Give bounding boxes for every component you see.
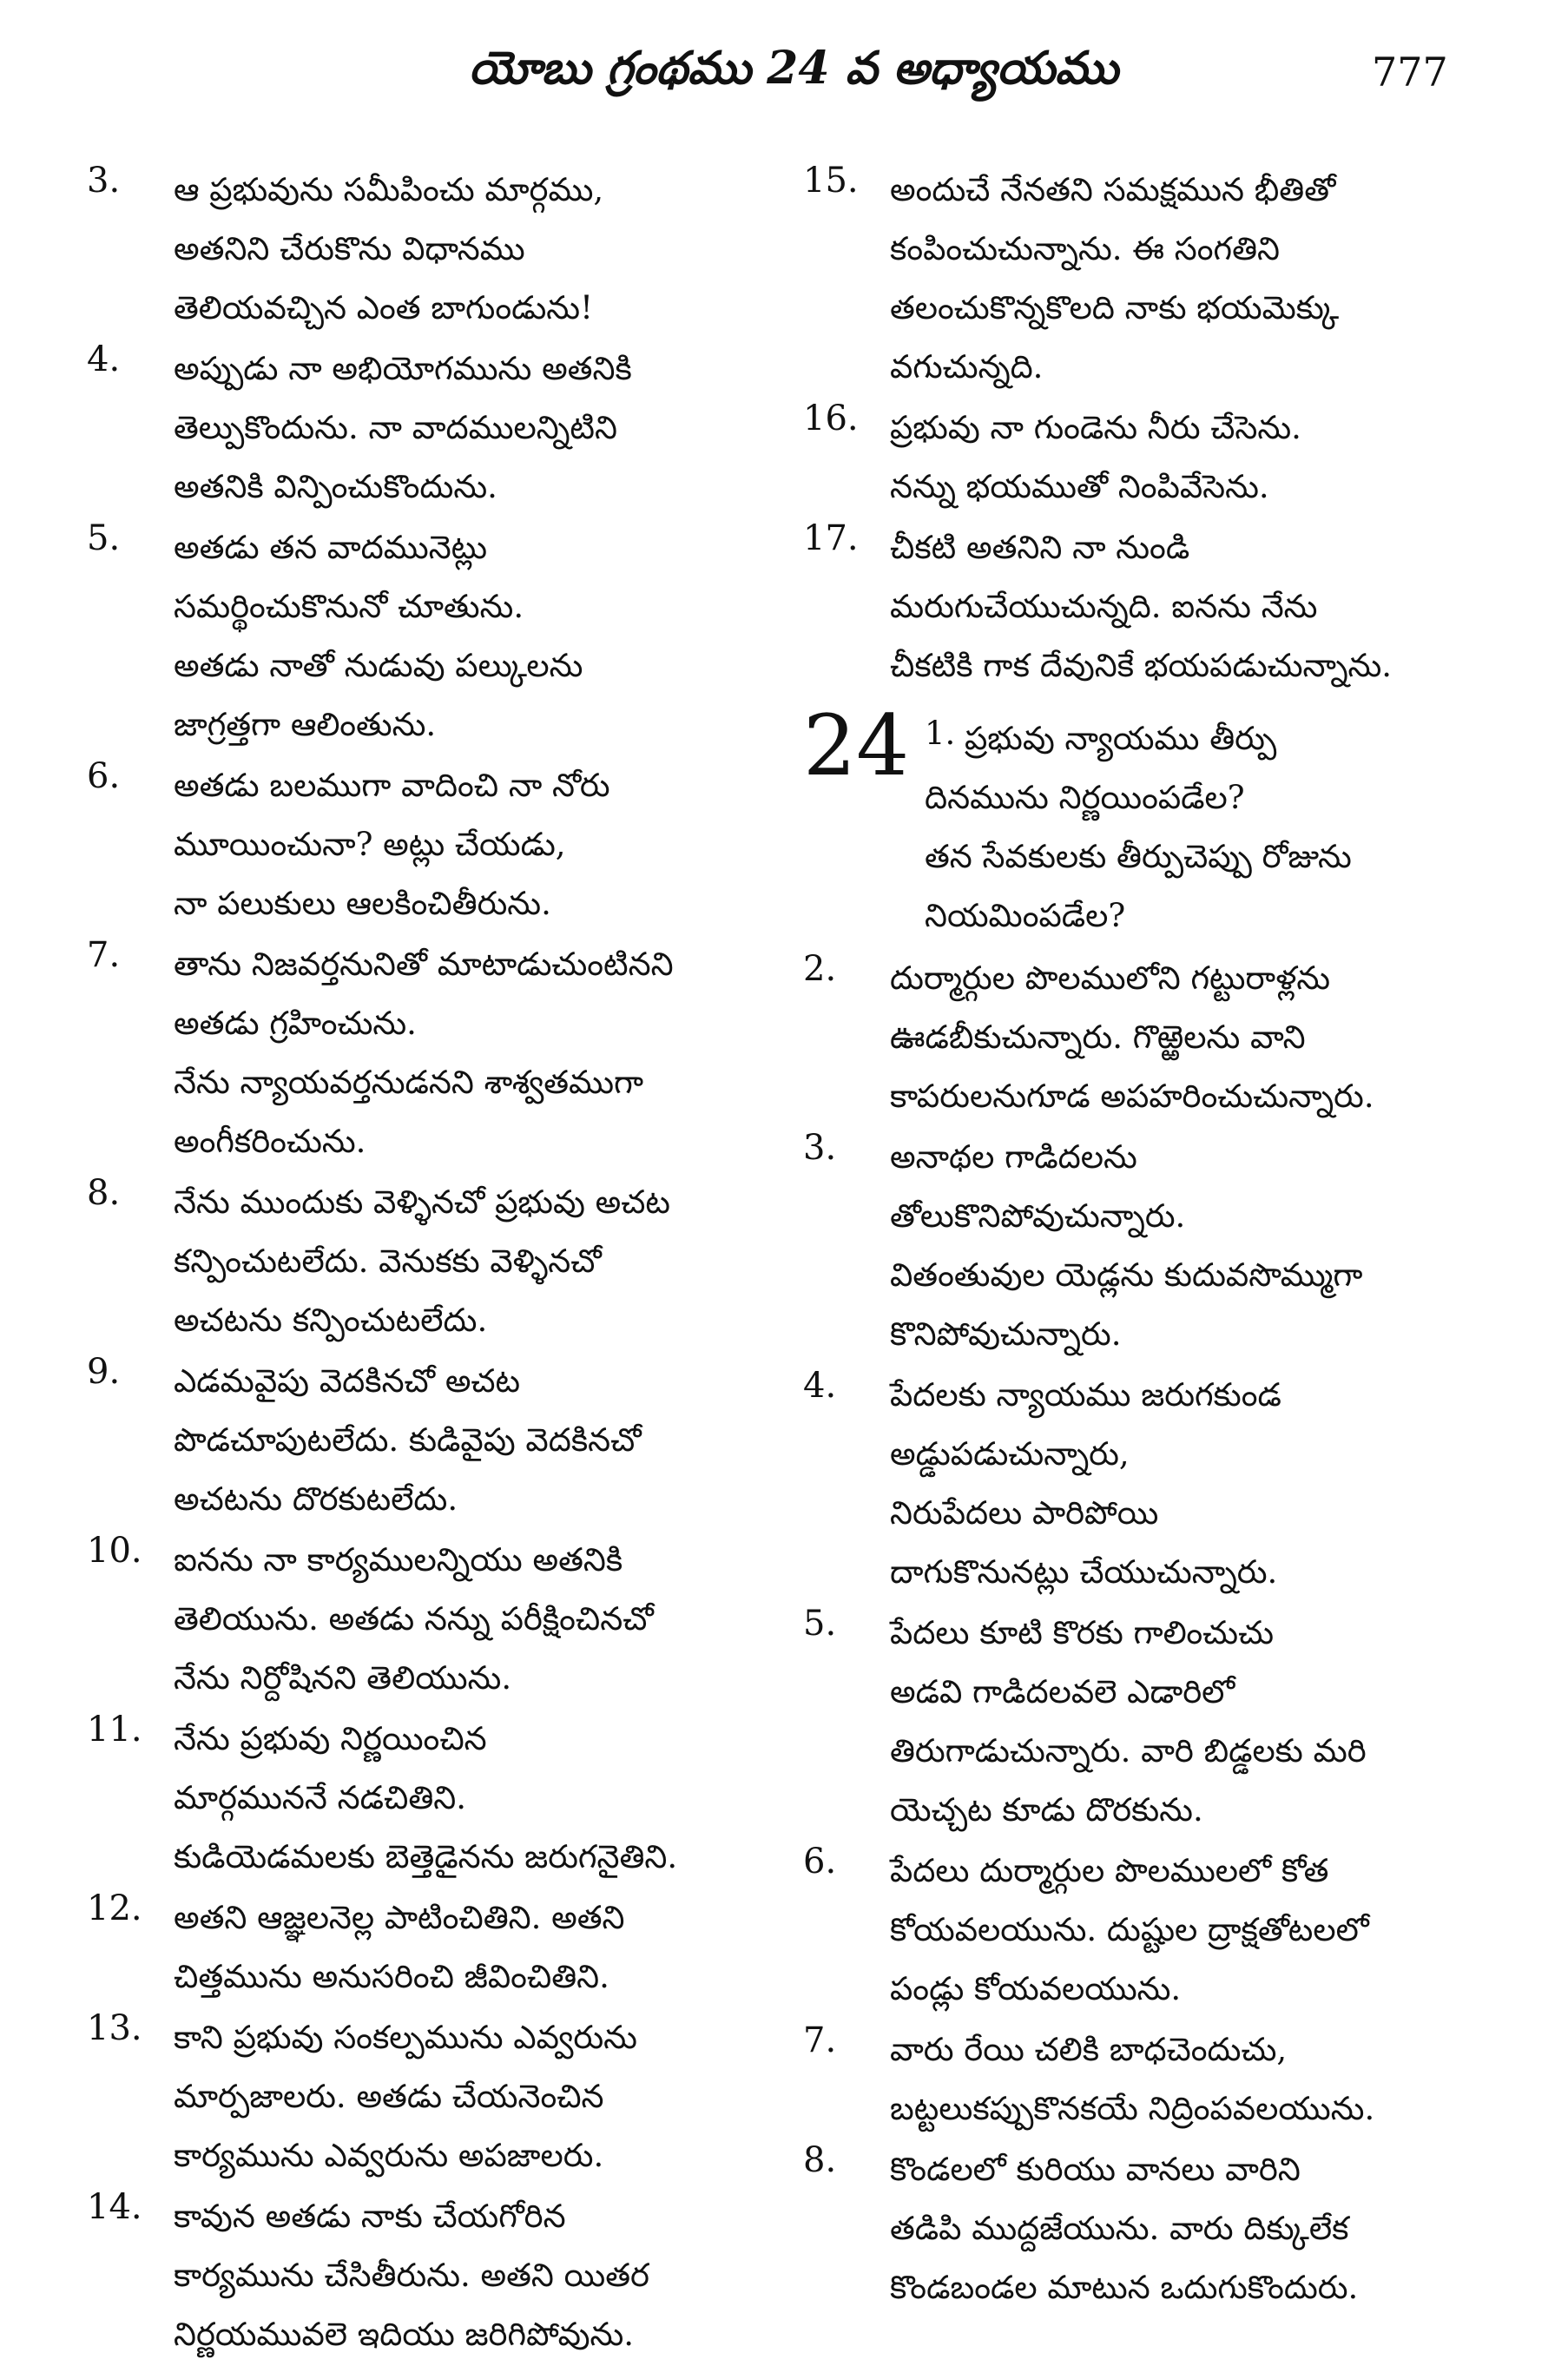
verse (87, 1173, 781, 1350)
verse-line: కొండలలో కురియు వానలు వారిని (890, 2151, 1301, 2188)
verse (87, 339, 781, 517)
verse-line: తన సేవకులకు తీర్పుచెప్పు రోజును (925, 838, 1352, 875)
verse-line: జాగ్రత్తగా ఆలింతును. (174, 706, 437, 743)
verse-line: పొడచూపుటలేదు. కుడివైపు వెదకినచో (174, 1421, 642, 1459)
verse (803, 949, 1498, 1126)
verse-line: వగుచున్నది. (890, 348, 1044, 386)
verse-line: అతనిని చేరుకొను విధానము (174, 230, 525, 267)
verse-line: అనాథల గాడిదలను (890, 1138, 1137, 1176)
verse-line: అతనికి విన్పించుకొందును. (174, 468, 497, 505)
verse-line: తడిపి ముద్దజేయును. వారు దిక్కులేక (890, 2210, 1349, 2247)
verse-number: 9. (87, 1352, 121, 1392)
verse-line: మూయించునా? అట్లు చేయడు, (174, 826, 566, 863)
verse-number: 4. (803, 1366, 837, 1406)
verse-line: అంగీకరించును. (174, 1123, 366, 1160)
verse-line: నేను న్యాయవర్తనుడనని శాశ్వతముగా (174, 1064, 644, 1101)
verse (803, 1842, 1498, 2019)
verse-line: తోలుకొనిపోవుచున్నారు. (890, 1197, 1186, 1235)
verse-line: అతడు తన వాదమునెట్లు (174, 529, 488, 566)
verse-line: అతడు బలముగా వాదించి నా నోరు (174, 767, 610, 804)
verse-line: పేదలు కూటి కొరకు గాలించుచు (890, 1614, 1275, 1651)
right-column-verses-top (803, 161, 1498, 695)
verse-line: కుడియెడమలకు బెత్తెడైనను జరుగనైతిని. (174, 1838, 678, 1875)
verse-number: 4. (87, 339, 121, 379)
verse-number: 5. (87, 518, 121, 558)
verse-line: మరుగుచేయుచున్నది. ఐనను నేను (890, 588, 1318, 625)
verse-line: కంపించుచున్నాను. ఈ సంగతిని (890, 230, 1281, 267)
verse-line: మార్గముననే నడచితిని. (174, 1779, 466, 1816)
verse-line: అతడు గ్రహించును. (174, 1005, 417, 1042)
verse-line: దాగుకొనునట్లు చేయుచున్నారు. (890, 1553, 1278, 1591)
verse-number: 15. (803, 161, 859, 201)
chapter-first-verse (925, 709, 1498, 946)
chapter-start (803, 697, 1498, 946)
verse-line: ఎడమవైపు వెదకినచో అచట (174, 1362, 521, 1400)
verse-number: 7. (87, 935, 121, 975)
verse-line: నియమింపడేల? (925, 897, 1126, 934)
chapter-number: 24 (803, 697, 910, 794)
verse-line: కార్యమును ఎవ్వరును అపజాలరు. (174, 2137, 604, 2174)
verse (803, 1366, 1498, 1602)
verse-line: చీకటి అతనిని నా నుండి (890, 529, 1190, 566)
page-number: 777 (1372, 49, 1448, 96)
verse-number: 8. (87, 1173, 121, 1213)
verse-line: యెచ్చట కూడు దొరకును. (890, 1791, 1203, 1829)
verse-line: కార్యమును చేసితీరును. అతని యితర (174, 2257, 649, 2294)
verse-line: ఆ ప్రభువును సమీపించు మార్గము, (174, 171, 604, 208)
verse (803, 518, 1498, 695)
verse (87, 756, 781, 933)
verse-line: కొనిపోవుచున్నారు. (890, 1315, 1122, 1353)
verse-line: కొండబండల మాటున ఒదుగుకొందురు. (890, 2269, 1359, 2306)
verse-line: నేను ప్రభువు నిర్ణయించిన (174, 1720, 487, 1757)
right-column-verses-bottom (803, 949, 1498, 2317)
verse-line: ఐనను నా కార్యములన్నియు అతనికి (174, 1541, 623, 1578)
page-header (0, 42, 1568, 120)
verse-line: మార్పజాలరు. అతడు చేయనెంచిన (174, 2078, 604, 2115)
verse-line: కాపరులనుగూడ అపహరించుచున్నారు. (890, 1078, 1374, 1115)
verse-line: నిర్ణయమువలె ఇదియు జరిగిపోవును. (174, 2316, 635, 2353)
verse-line: నా పలుకులు ఆలకించితీరును. (174, 885, 551, 922)
verse (87, 2008, 781, 2185)
verse-line: అచటను కన్పించుటలేదు. (174, 1302, 488, 1339)
verse (87, 935, 781, 1171)
verse-line: అప్పుడు నా అభియోగమును అతనికి (174, 350, 632, 387)
verse-line: ప్రభువు నా గుండెను నీరు చేసెను. (890, 409, 1301, 446)
verse-line: కాని ప్రభువు సంకల్పమును ఎవ్వరును (174, 2019, 637, 2056)
verse-line: పేదలు దుర్మార్గుల పొలములలో కోత (890, 1852, 1329, 1889)
verse-line: పండ్లు కోయవలయును. (890, 1970, 1182, 2007)
page-title: యోబు గ్రంథము 24 వ అధ్యాయము (469, 42, 1119, 95)
verse-line: బట్టలుకప్పుకొనకయే నిద్రింపవలయును. (890, 2090, 1375, 2127)
verse-line: నన్ను భయముతో నింపివేసెను. (890, 468, 1269, 505)
verse-line: తెల్పుకొందును. నా వాదములన్నిటిని (174, 409, 617, 446)
verse-line: నేను ముందుకు వెళ్ళినచో ప్రభువు అచట (174, 1183, 670, 1221)
verse (87, 1710, 781, 1887)
verse (87, 2187, 781, 2364)
verse-line: ఊడబీకుచున్నారు. గొఱ్ఱెలను వాని (890, 1018, 1306, 1056)
verse-line: అడ్డుపడుచున్నారు, (890, 1435, 1130, 1473)
verse (803, 161, 1498, 397)
verse-number: 2. (803, 949, 837, 989)
verse-line: పేదలకు న్యాయము జరుగకుండ (890, 1376, 1281, 1414)
verse-number: 10. (87, 1531, 142, 1571)
verse-line: తెలియవచ్చిన ఎంత బాగుండును! (174, 289, 593, 326)
verse-line: సమర్థించుకొనునో చూతును. (174, 588, 524, 625)
verse (803, 2020, 1498, 2139)
verse (803, 1604, 1498, 1840)
verse (87, 161, 781, 338)
verse (803, 1128, 1498, 1364)
verse-line: ప్రభువు న్యాయము తీర్పు (965, 720, 1277, 757)
verse-line: అతడు నాతో నుడువు పల్కులను (174, 647, 583, 684)
verse-line: తలంచుకొన్నకొలది నాకు భయమెక్కు (890, 289, 1340, 326)
verse-line: నిరుపేదలు పారిపోయి (890, 1494, 1159, 1532)
verse-number: 6. (87, 756, 121, 796)
verse-line: నేను నిర్దోషినని తెలియును. (174, 1659, 512, 1697)
verse-number: 13. (87, 2008, 142, 2048)
verse-number: 14. (87, 2187, 142, 2227)
verse-line: కోయవలయును. దుష్టుల ద్రాక్షతోటలలో (890, 1911, 1369, 1948)
verse-line: తిరుగాడుచున్నారు. వారి బిడ్డలకు మరి (890, 1732, 1367, 1770)
verse-line: అందుచే నేనతని సమక్షమున భీతితో (890, 171, 1336, 208)
verse-line: కావున అతడు నాకు చేయగోరిన (174, 2198, 566, 2235)
verse-line: అచటను దొరకుటలేదు. (174, 1480, 458, 1518)
verse (87, 1888, 781, 2007)
verse-line: వారు రేయి చలికి బాధచెందుచు, (890, 2031, 1288, 2068)
verse-number: 17. (803, 518, 859, 558)
verse (87, 1531, 781, 1708)
right-column (803, 161, 1498, 2319)
verse-line: తెలియును. అతడు నన్ను పరీక్షించినచో (174, 1600, 654, 1638)
verse-line: అతని ఆజ్ఞలనెల్ల పాటించితిని. అతని (174, 1899, 625, 1936)
verse-number: 3. (87, 161, 121, 201)
verse (87, 518, 781, 755)
verse (87, 1352, 781, 1529)
verse-number: 8. (803, 2140, 837, 2180)
verse-number: 12. (87, 1888, 142, 1928)
verse-number: 3. (803, 1128, 837, 1168)
verse-number: 16. (803, 399, 859, 438)
verse-line: దినమును నిర్ణయింపడేల? (925, 779, 1245, 816)
verse (803, 399, 1498, 517)
verse-number: 1. (925, 715, 956, 752)
left-column (87, 161, 781, 2366)
verse-number: 11. (87, 1710, 142, 1750)
verse-number: 7. (803, 2020, 837, 2060)
verse-line: అడవి గాడిదలవలె ఎడారిలో (890, 1673, 1235, 1710)
verse-line: చీకటికి గాక దేవునికే భయపడుచున్నాను. (890, 647, 1393, 684)
verse-number: 5. (803, 1604, 837, 1644)
verse-line: తాను నిజవర్తనునితో మాటాడుచుంటినని (174, 946, 674, 983)
verse (803, 2140, 1498, 2317)
verse-line: కన్పించుటలేదు. వెనుకకు వెళ్ళినచో (174, 1242, 602, 1280)
verse-line: చిత్తమును అనుసరించి జీవించితిని. (174, 1958, 609, 1995)
verse-line: వితంతువుల యెడ్లను కుదువసొమ్ముగా (890, 1256, 1363, 1294)
verse-line: దుర్మార్గుల పొలములోని గట్టురాళ్లను (890, 959, 1331, 997)
verse-number: 6. (803, 1842, 837, 1882)
